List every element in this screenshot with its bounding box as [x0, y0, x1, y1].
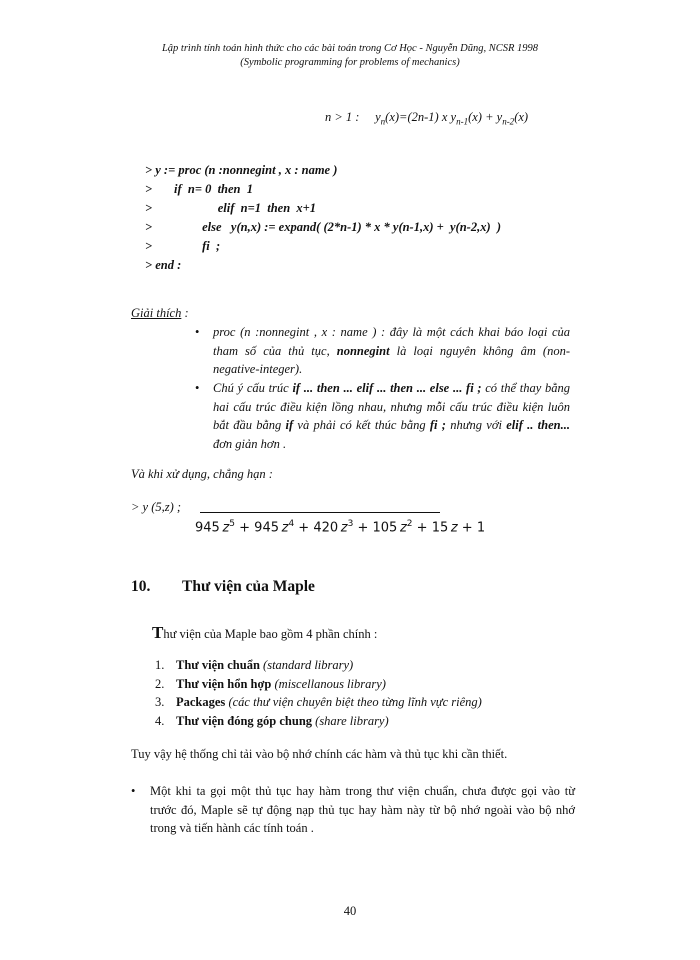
code-text: else y(n,x) := expand( (2*n-1) * x * y(n-1,x) + y(n-2,x) ): [152, 220, 502, 234]
explanation-bullet-1: [195, 323, 570, 379]
list-item-desc: (các thư viện chuyên biệt theo từng lĩnh vực riêng): [225, 695, 482, 710]
bullet-1-text: proc (n :nonnegint , x : name ) : đây là một cách khai báo loại của tham số của thủ tục,: [213, 325, 570, 358]
list-number: 1.: [155, 658, 165, 672]
formula-lhs: y: [375, 110, 381, 124]
term-coef: 945: [254, 520, 279, 536]
term-var: z: [340, 520, 348, 536]
explanation-colon: :: [181, 306, 189, 320]
list-item-title: Thư viện đóng góp chung: [176, 713, 313, 728]
code-text: fi ;: [152, 239, 221, 253]
list-item: [155, 693, 482, 712]
term-coef: 1: [476, 520, 486, 536]
list-item: [155, 712, 482, 731]
code-line: [145, 201, 501, 220]
list-number: 4.: [155, 713, 165, 728]
term-coef: 105: [372, 520, 398, 536]
bullet-icon: •: [195, 325, 200, 339]
section-intro: [152, 624, 377, 644]
maple-code-block: [145, 163, 501, 277]
term-coef: 420: [313, 520, 339, 536]
formula-mid2: (x) + y: [468, 110, 503, 124]
section-title: Thư viện của Maple: [182, 578, 315, 595]
formula-lhs-sub: n: [380, 116, 386, 127]
code-text: elif n=1 then x+1: [152, 201, 317, 215]
page-number: 40: [343, 904, 357, 918]
section-intro-text: hư viện của Maple bao gồm 4 phần chính :: [163, 627, 378, 641]
list-item: [155, 675, 482, 694]
recurrence-formula: [325, 110, 528, 127]
section-paragraph: Tuy vậy hệ thống chỉ tải vào bộ nhớ chính các hàm và thủ tục khi cần thiết.: [131, 747, 508, 761]
code-line: [145, 220, 501, 239]
bullet-icon: •: [195, 381, 200, 395]
formula-condition: n > 1 :: [325, 110, 360, 124]
code-text: if n= 0 then 1: [152, 182, 254, 196]
code-text: y := proc (n :nonnegint , x : name ): [152, 163, 338, 177]
formula-mid-sub: n-1: [456, 116, 469, 127]
explanation-label-text: Giải thích: [131, 306, 182, 320]
bullet-2-text-e: và phải có kết thúc bằng: [293, 418, 430, 433]
bullet-2-bold-b: if ... then ... elif ... then ... else ... fi ;: [292, 381, 482, 395]
code-text: end :: [152, 258, 182, 272]
code-line: [145, 258, 501, 277]
code-prompt: >: [145, 239, 153, 253]
term-exp: 3: [347, 519, 354, 529]
formula-mid: (x)=(2n-1) x y: [385, 110, 457, 124]
code-line: [145, 239, 501, 258]
section-number: 10.: [131, 578, 151, 595]
code-prompt: >: [145, 201, 153, 215]
list-item-desc: (miscellanous library): [271, 676, 386, 691]
bullet-2-text-g: nhưng với: [445, 418, 507, 433]
maple-output: 945 $z^5 + 945$ $z^4 + 420$ $z^3 + 105$ $z^2 + 15$ z + 1: [195, 519, 486, 536]
bullet-2-text-c: có thể thay bằng hai cấu trúc điều kiện lồng nhau, nhưng mỗi cấu trúc điều kiện luôn bắt đầu bằng: [213, 381, 570, 433]
header-line-1: Lập trình tính toán hình thức cho các bài toán trong Cơ Học - Nguyễn Dũng, NCSR 1998: [161, 43, 539, 54]
code-prompt: >: [145, 163, 153, 177]
header-line-2: (Symbolic programming for problems of mechanics): [240, 57, 460, 68]
term-coef: 945: [195, 520, 220, 536]
formula-mid2-sub: n-2: [502, 116, 515, 127]
code-prompt: >: [145, 220, 153, 234]
formula-end: (x): [514, 110, 529, 124]
list-item-desc: (standard library): [259, 658, 354, 672]
term-var: z: [281, 520, 289, 536]
usage-intro: Và khi xử dụng, chẳng hạn :: [131, 467, 273, 481]
dropcap: T: [152, 623, 164, 642]
running-header: [0, 42, 700, 70]
term-exp: 5: [229, 519, 235, 529]
list-item-title: Thư viện chuẩn: [176, 658, 260, 672]
bullet-2-text-i: đơn giản hơn .: [213, 436, 287, 451]
bullet-icon: •: [131, 784, 136, 798]
list-item-desc: (share library): [312, 713, 389, 728]
term-var: z: [222, 520, 230, 536]
bullet-2-bold-f: fi ;: [429, 418, 446, 433]
bullet-2-bold-h: elif .. then...: [506, 418, 570, 433]
term-var: z: [399, 520, 407, 536]
list-item: [155, 656, 482, 675]
list-number: 2.: [155, 676, 165, 691]
section-bullet: [131, 782, 575, 838]
code-prompt: >: [145, 182, 153, 196]
term-exp: 4: [288, 519, 295, 529]
code-prompt: >: [145, 258, 153, 272]
explanation-bullet-2: [195, 379, 570, 453]
explanation-label: [131, 304, 189, 323]
term-coef: 15: [431, 520, 449, 536]
code-line: [145, 182, 501, 201]
bullet-2-bold-d: if: [285, 418, 294, 433]
usage-prompt: > y (5,z) ;: [131, 500, 182, 514]
bullet-1-text-end: là loại nguyên không âm (non-negative-integer).: [213, 343, 570, 377]
code-line: [145, 163, 501, 182]
bullet-1-bold: nonnegint: [336, 343, 390, 358]
section-bullet-text: Một khi ta gọi một thủ tục hay hàm trong thư viện chuẩn, chưa được gọi vào từ trước đó, Maple sẽ tự động nạp thủ tục hay hàm này từ bộ nhớ ngoài vào bộ nhớ trong và tiến hành các tính toán .: [150, 784, 575, 836]
library-list: [155, 656, 482, 730]
output-separator-line: [200, 512, 440, 513]
term-var: z: [450, 520, 458, 536]
term-exp: 2: [406, 519, 413, 529]
list-item-title: Packages: [176, 695, 226, 710]
list-item-title: Thư viện hổn hợp: [176, 676, 272, 691]
bullet-2-text-a: Chú ý cấu trúc: [213, 381, 293, 395]
list-number: 3.: [155, 695, 165, 710]
